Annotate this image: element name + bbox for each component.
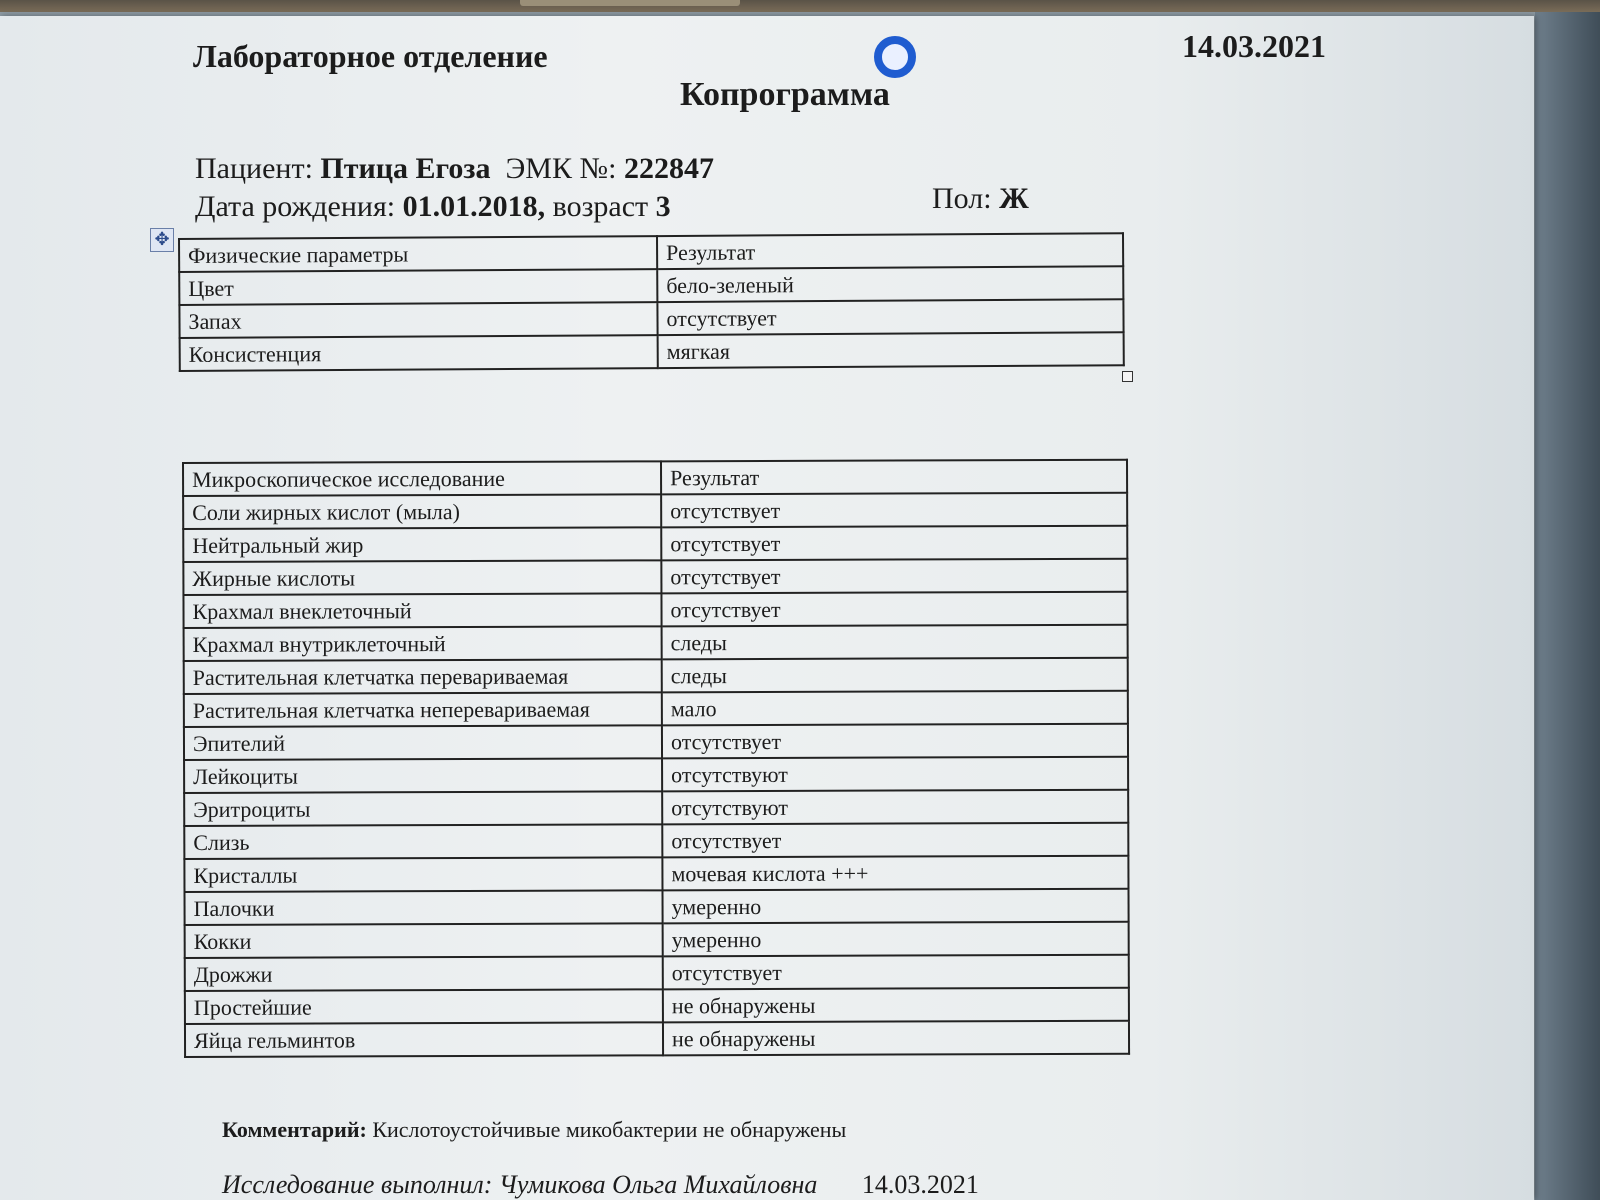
parameter-cell: Эпителий (184, 725, 662, 760)
table-row (184, 691, 1128, 727)
parameter-cell: Лейкоциты (184, 758, 662, 793)
performer-line (222, 1170, 979, 1200)
parameter-cell: Эритроциты (184, 791, 662, 826)
report-date: 14.03.2021 (1182, 28, 1326, 64)
parameter-cell: Жирные кислоты (183, 560, 661, 595)
patient-name: Птица Егоза (320, 152, 491, 185)
header-result: Результат (661, 460, 1127, 495)
header-parameter: Микроскопическое исследование (183, 461, 661, 496)
result-cell: отсутствует (657, 299, 1123, 335)
parameter-cell: Запах (179, 302, 657, 338)
parameter-cell: Цвет (179, 269, 657, 305)
table-row (180, 332, 1124, 371)
age-value: 3 (655, 190, 671, 223)
header-result: Результат (657, 233, 1123, 269)
table-row (184, 658, 1128, 694)
table-row (185, 1021, 1129, 1057)
age-label: возраст (552, 190, 649, 223)
result-cell: не обнаружены (663, 988, 1129, 1023)
result-cell: отсутствуют (662, 757, 1128, 792)
physical-parameters-table (178, 232, 1125, 372)
parameter-cell: Кокки (185, 923, 663, 958)
sex-label: Пол: (932, 182, 992, 215)
emk-label: ЭМК №: (505, 152, 617, 185)
table-row (183, 493, 1127, 529)
result-cell: отсутствуют (662, 790, 1128, 825)
side-panel (1535, 12, 1600, 1200)
birth-label: Дата рождения: (195, 190, 396, 223)
table-row (185, 988, 1129, 1024)
table-row (183, 592, 1127, 628)
result-cell: мало (662, 691, 1128, 726)
sex-line (932, 182, 1029, 216)
parameter-cell: Крахмал внутриклеточный (184, 626, 662, 661)
performer-label: Исследование выполнил: (222, 1170, 493, 1199)
result-cell: не обнаружены (663, 1021, 1129, 1056)
parameter-cell: Кристаллы (184, 857, 662, 892)
result-cell: мочевая кислота +++ (662, 856, 1128, 891)
parameter-cell: Яйца гельминтов (185, 1022, 663, 1057)
table-row (184, 625, 1128, 661)
microscopic-table (182, 459, 1130, 1058)
result-cell: отсутствует (661, 526, 1127, 561)
result-cell: мягкая (658, 332, 1124, 368)
result-cell: следы (662, 658, 1128, 693)
parameter-cell: Дрожжи (185, 956, 663, 991)
header-parameter: Физические параметры (179, 236, 657, 272)
parameter-cell: Крахмал внеклеточный (183, 593, 661, 628)
result-cell: умеренно (663, 922, 1129, 957)
table-header-row (183, 460, 1127, 496)
table-row (185, 955, 1129, 991)
result-cell: бело-зеленый (657, 266, 1123, 302)
window-tab[interactable] (520, 0, 740, 6)
comment-text: Кислотоустойчивые микобактерии не обнаружены (372, 1117, 847, 1142)
parameter-cell: Растительная клетчатка неперевариваемая (184, 692, 662, 727)
result-cell: отсутствует (663, 955, 1129, 990)
comment-label: Комментарий: (222, 1117, 367, 1142)
parameter-cell: Соли жирных кислот (мыла) (183, 494, 661, 529)
result-cell: отсутствует (662, 823, 1128, 858)
table-row (184, 856, 1128, 892)
sex-value: Ж (999, 182, 1029, 215)
parameter-cell: Простейшие (185, 989, 663, 1024)
birth-date: 01.01.2018, (402, 190, 546, 223)
table-row (184, 823, 1128, 859)
result-cell: отсутствует (661, 559, 1127, 594)
table-row (183, 526, 1127, 562)
parameter-cell: Палочки (185, 890, 663, 925)
result-cell: умеренно (662, 889, 1128, 924)
parameter-cell: Слизь (184, 824, 662, 859)
parameter-cell: Нейтральный жир (183, 527, 661, 562)
performer-date: 14.03.2021 (861, 1170, 979, 1199)
result-cell: следы (662, 625, 1128, 660)
patient-line (195, 152, 714, 186)
result-cell: отсутствует (661, 493, 1127, 528)
comment-line (222, 1117, 846, 1143)
parameter-cell: Растительная клетчатка перевариваемая (184, 659, 662, 694)
result-cell: отсутствует (662, 724, 1128, 759)
table-row (185, 922, 1129, 958)
result-cell: отсутствует (661, 592, 1127, 627)
window-titlebar (0, 0, 1600, 12)
table-row (185, 889, 1129, 925)
table-row (184, 724, 1128, 760)
patient-label: Пациент: (195, 152, 313, 185)
table-move-icon[interactable]: ✥ (150, 228, 174, 252)
birth-line (195, 190, 671, 224)
table-row (184, 790, 1128, 826)
parameter-cell: Консистенция (180, 335, 658, 371)
document-title: Копрограмма (680, 76, 890, 113)
department-name: Лабораторное отделение (193, 38, 548, 74)
busy-circle-icon (874, 36, 916, 78)
table-resize-handle[interactable] (1122, 371, 1133, 382)
emk-number: 222847 (623, 152, 714, 185)
performer-name: Чумикова Ольга Михайловна (498, 1170, 818, 1199)
table-row (184, 757, 1128, 793)
table-row (183, 559, 1127, 595)
